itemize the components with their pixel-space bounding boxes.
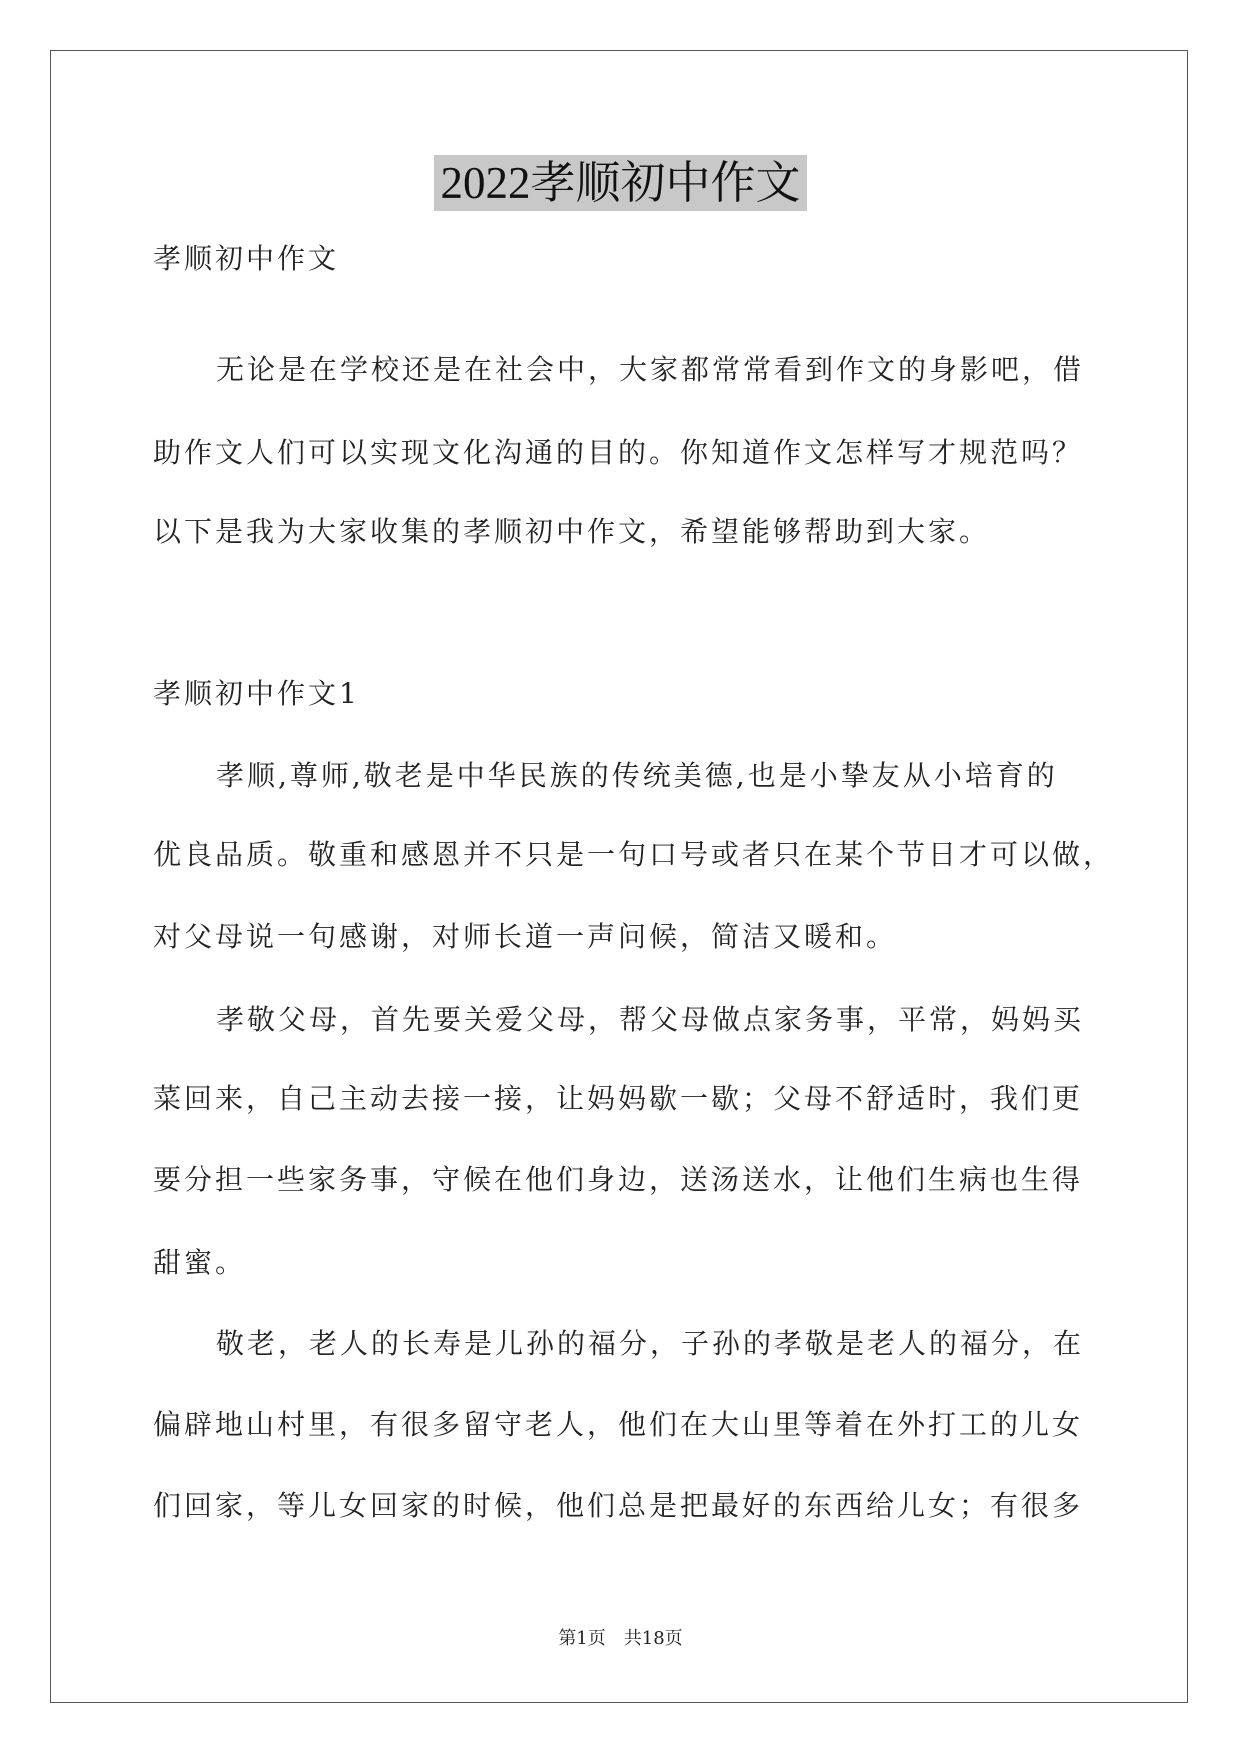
paragraph-line: 孝顺,尊师,敬老是中华民族的传统美德,也是小挚友从小培育的: [216, 759, 1058, 792]
intro-line: 无论是在学校还是在社会中，大家都常常看到作文的身影吧，借: [216, 353, 1085, 386]
title-container: [0, 155, 1241, 211]
page-number-footer: 第1页 共18页: [558, 1628, 683, 1649]
paragraph-line: 敬老，老人的长寿是儿孙的福分，子孙的孝敬是老人的福分，在: [216, 1327, 1085, 1360]
paragraph-line: 优良品质。敬重和感恩并不只是一句口号或者只在某个节日才可以做，: [153, 838, 1115, 871]
paragraph-line: 们回家，等儿女回家的时候，他们总是把最好的东西给儿女；有很多: [153, 1489, 1084, 1522]
document-subtitle: 孝顺初中作文: [153, 242, 340, 275]
paragraph-line: 偏辟地山村里，有很多留守老人，他们在大山里等着在外打工的儿女: [153, 1408, 1084, 1441]
paragraph-line: 孝敬父母，首先要关爱父母，帮父母做点家务事，平常，妈妈买: [216, 1003, 1085, 1036]
paragraph-line: 要分担一些家务事，守候在他们身边，送汤送水，让他们生病也生得: [153, 1163, 1084, 1196]
essay-heading: 孝顺初中作文1: [153, 677, 360, 710]
document-title: 2022孝顺初中作文: [434, 155, 806, 211]
intro-line: 以下是我为大家收集的孝顺初中作文，希望能够帮助到大家。: [153, 515, 991, 548]
paragraph-line: 对父母说一句感谢，对师长道一声问候，简洁又暖和。: [153, 920, 898, 953]
page-border: [50, 50, 1188, 1703]
paragraph-line: 菜回来，自己主动去接一接，让妈妈歇一歇；父母不舒适时，我们更: [153, 1082, 1084, 1115]
paragraph-line: 甜蜜。: [153, 1246, 247, 1279]
intro-line: 助作文人们可以实现文化沟通的目的。你知道作文怎样写才规范吗？: [153, 436, 1084, 469]
